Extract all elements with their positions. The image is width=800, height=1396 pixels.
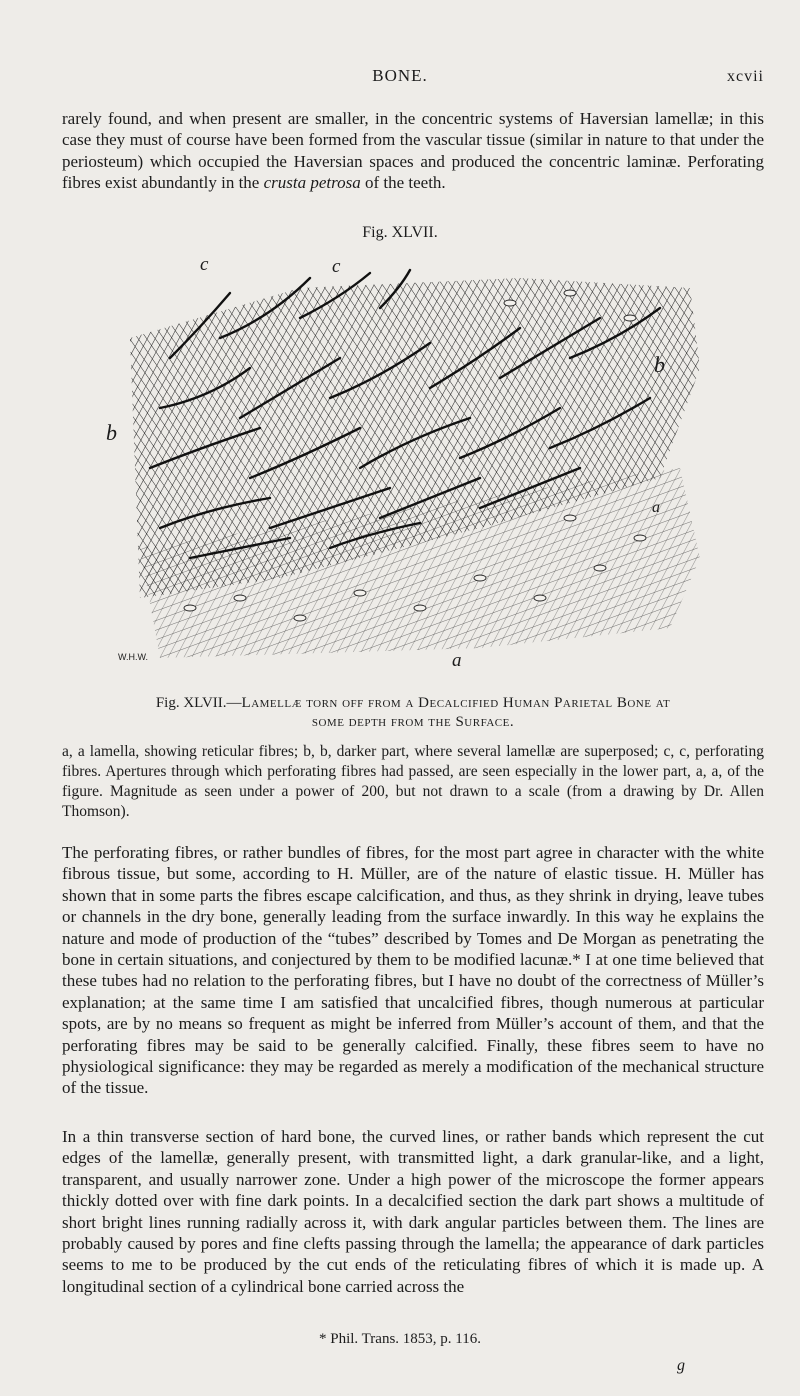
label-a-bottom: a bbox=[452, 650, 462, 671]
running-title: BONE. bbox=[372, 66, 428, 85]
caption-title-line1: Lamellæ torn off from a Decalcified Human Parietal Bone at bbox=[241, 695, 671, 711]
intro-text-end: of the teeth. bbox=[360, 173, 446, 193]
label-a-right: a bbox=[652, 499, 660, 516]
running-head bbox=[0, 66, 800, 88]
label-b-right: b bbox=[654, 352, 665, 377]
caption-title bbox=[62, 694, 764, 732]
label-c-right: c bbox=[332, 256, 341, 277]
label-b-left: b bbox=[106, 420, 117, 445]
intro-text: rarely found, and when present are smaller, in the concentric systems of Haversian lamellæ; in this case they must of course have been formed from the vascular tissue (similar in nature to that under the periosteum) which occupied the Haversian spaces and produced the concentric laminæ. Perforating fibres exist abundantly in the bbox=[62, 109, 764, 193]
caption-body: a, a lamella, showing reticular fibres; b, b, darker part, where several lamellæ are superposed; c, c, perforating fibres. Apertures through which perforating fibres had passed, are seen especially in the lower part, a, a, of the figure. Magnitude as seen under a power of 200, but not drawn to a scale (from a drawing by Dr. Allen Thomson). bbox=[62, 743, 764, 820]
engraver-mark: W.H.W. bbox=[118, 652, 148, 662]
caption-title-line2: some depth from the Surface. bbox=[311, 714, 515, 730]
footnote: * Phil. Trans. 1853, p. 116. bbox=[319, 1331, 481, 1347]
label-c-left: c bbox=[200, 254, 209, 275]
figure-label: Fig. XLVII. bbox=[362, 224, 438, 241]
page-number: xcvii bbox=[727, 68, 764, 85]
body-paragraph-2: In a thin transverse section of hard bone, the curved lines, or rather bands which represent the cut edges of the lamellæ, generally present, with transmitted light, a dark granular-like, and a light, transparent, and usually narrower zone. Under a high power of the microscope the former appears thickly dotted over with fine dark points. In a decalcified section the dark part shows a multitude of short bright lines running radially across it, with dark angular particles between them. The lines are probably caused by pores and fine clefts passing through the lamella; the appearance of dark particles seems to me to be produced by the cut ends of the reticulating fibres of which it is made up. A longitudinal section of a cylindrical bone carried across the bbox=[62, 1127, 764, 1296]
intro-paragraph bbox=[62, 108, 764, 194]
body-paragraph-1: The perforating fibres, or rather bundles of fibres, for the most part agree in character with the white fibrous tissue, but some, according to H. Müller, are of the nature of elastic tissue. H. Müller has shown that in some parts the fibres escape calcification, and thus, as they shrink in drying, leave tubes or channels in the dry bone, generally leading from the surface inwardly. In this way he explains the nature and mode of production of the “tubes” described by Tomes and De Morgan as penetrating the bone in certain situations, and conjectured by them to be modified lacunæ.* I at one time believed that these tubes had no relation to the perforating fibres, but I have no doubt of the correctness of Müller’s explanation; at the same time I am satisfied that uncalcified fibres, though numerous at particular spots, are by no means so frequent as might be inferred from Müller’s account of them, and that the perforating fibres may be said to be generally calcified. Finally, these fibres seem to have no physiological significance: they may be regarded as merely a modification of the mechanical structure of the tissue. bbox=[62, 843, 764, 1098]
signature-mark: g bbox=[677, 1357, 685, 1374]
intro-emphasis: crusta petrosa bbox=[263, 173, 361, 193]
engraving-illustration bbox=[100, 248, 720, 678]
caption-fig-number: Fig. XLVII.— bbox=[155, 695, 242, 711]
